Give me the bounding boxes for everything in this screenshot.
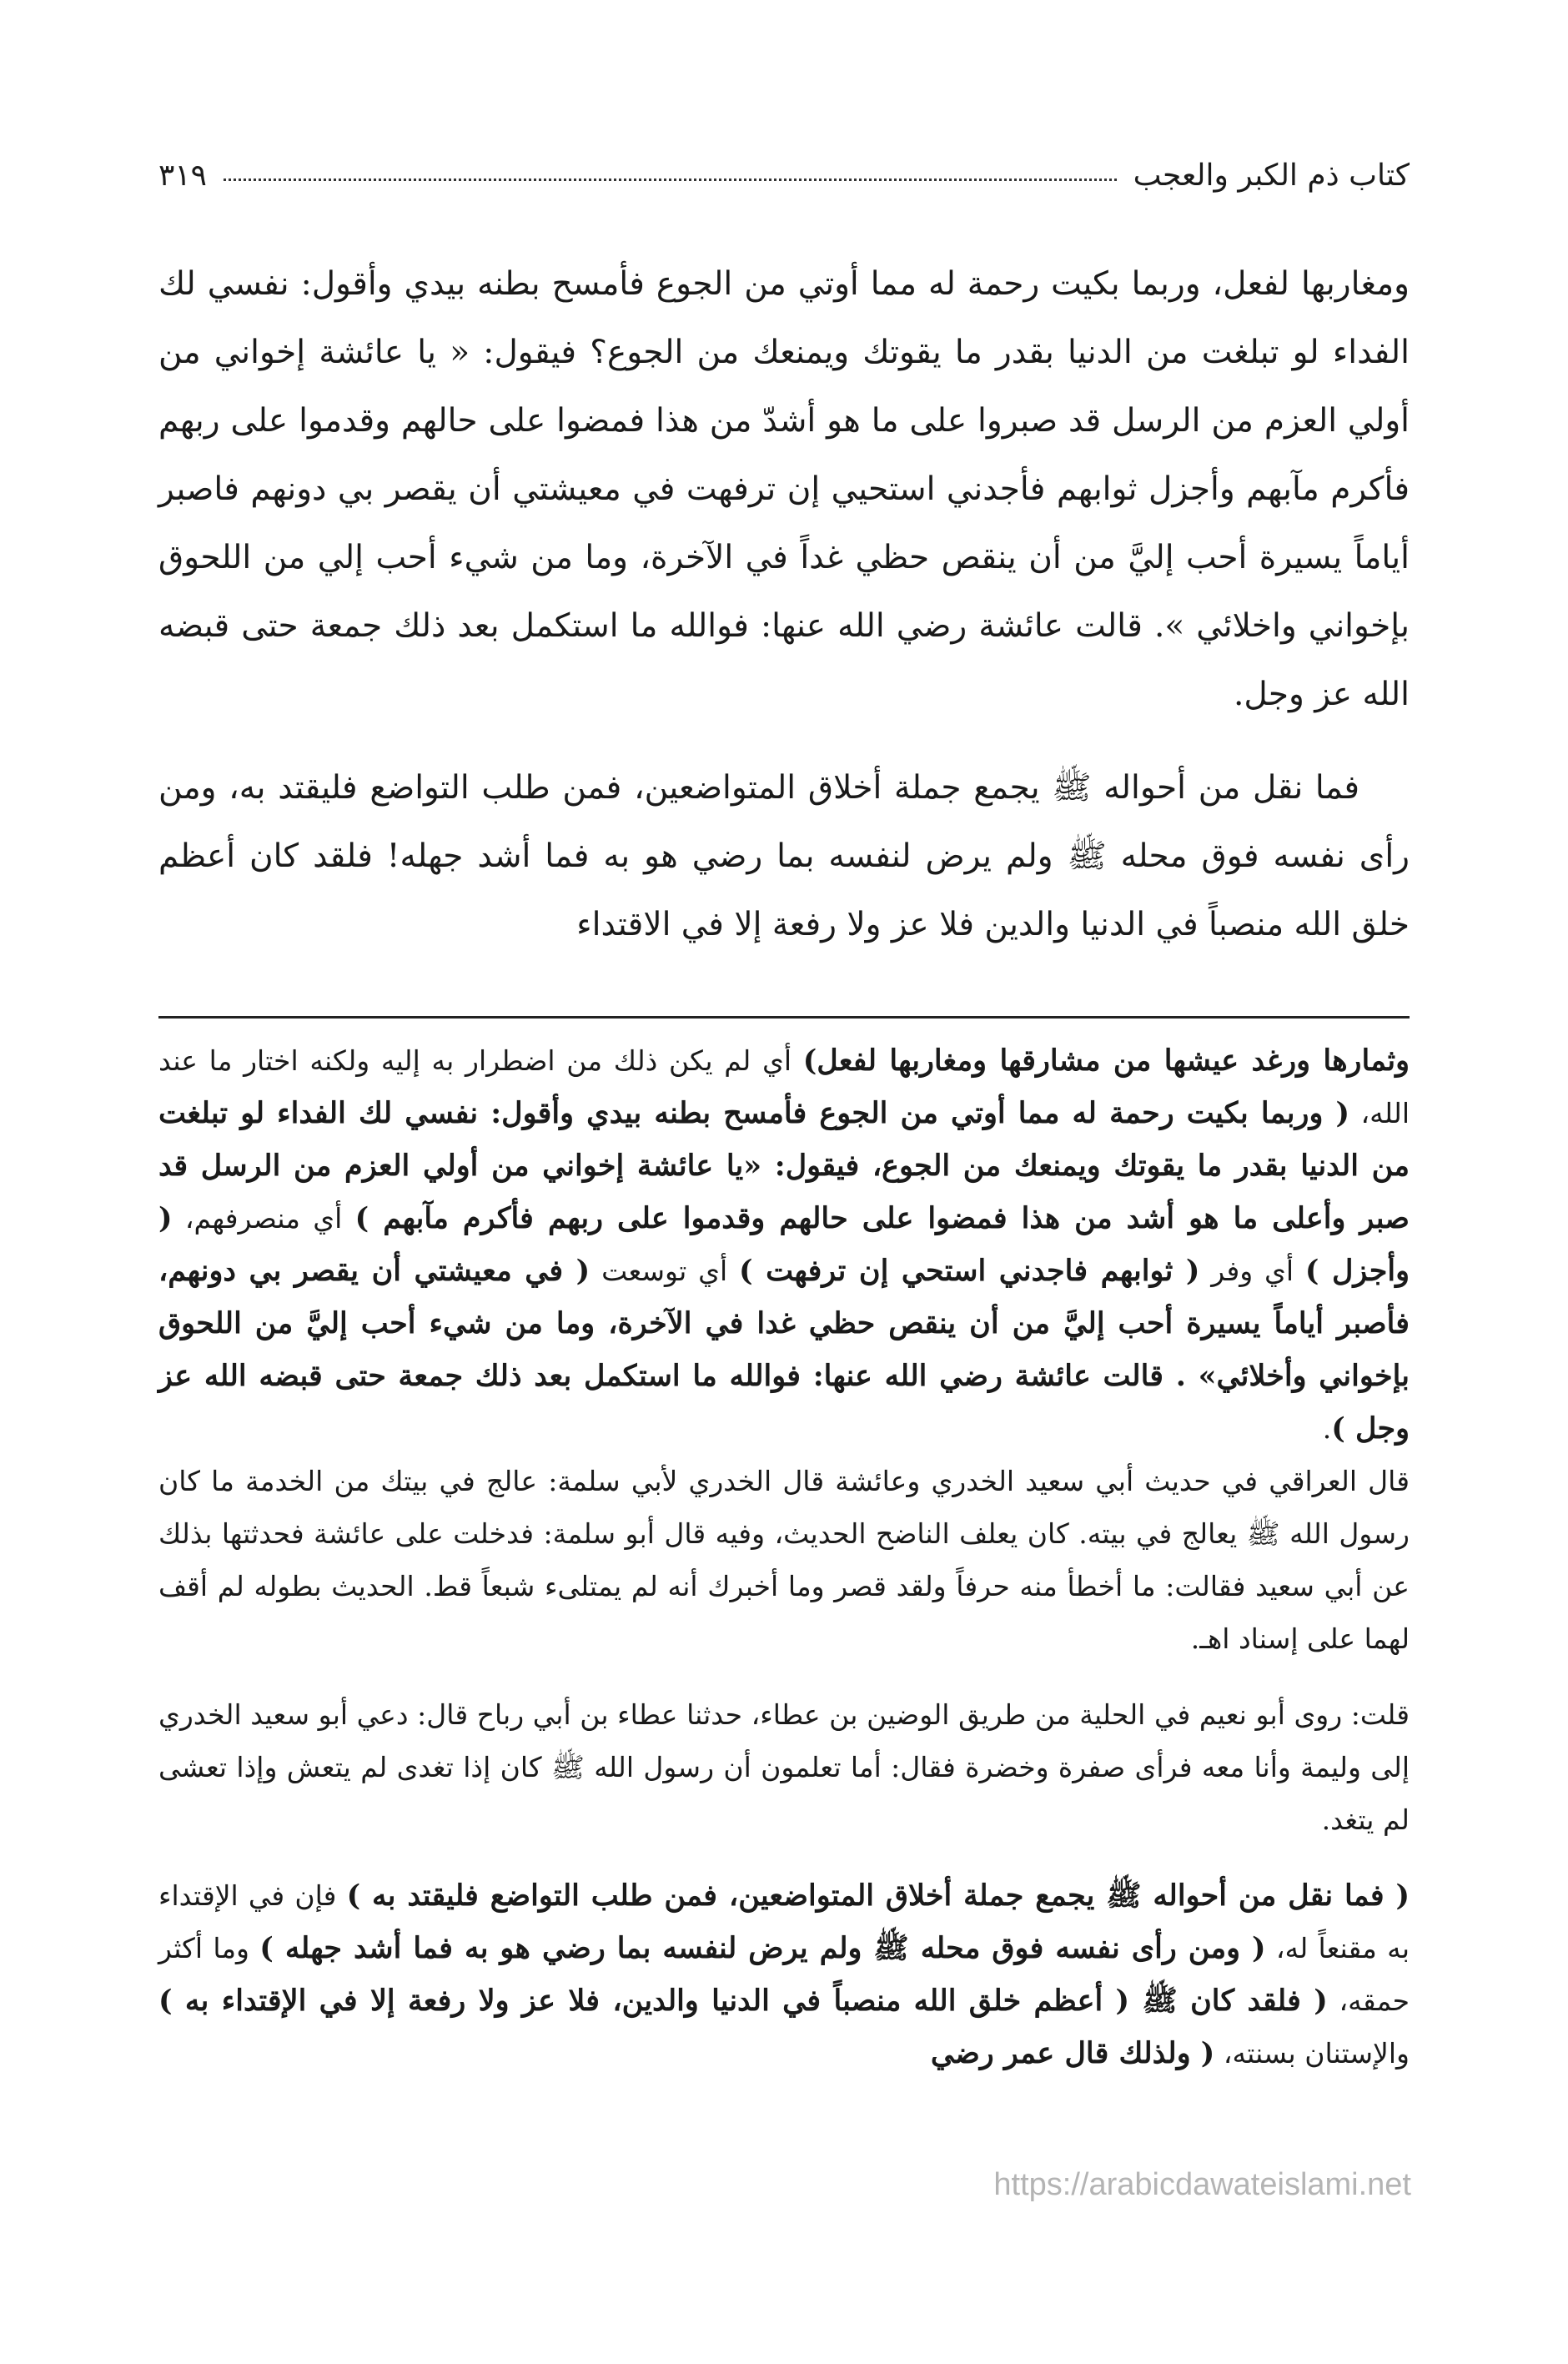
explanation-text: أي وفر <box>1199 1255 1305 1287</box>
book-chapter-title: كتاب ذم الكبر والعجب <box>1133 158 1410 193</box>
quoted-text: ( وأجزل ) <box>158 1201 1410 1288</box>
explanation-text: أي منصرفهم، <box>172 1202 355 1235</box>
quoted-text: ( فما نقل من أحواله ﷺ يجمع جملة أخلاق المتواضعين، فمن طلب التواضع فليقتد به ) <box>346 1879 1410 1913</box>
quoted-text: وثمارها ورغد عيشها من مشارقها ومغاربها لفعل) <box>802 1044 1410 1078</box>
explanation-text: أي لم يكن ذلك من اضطرار به إليه ولكنه اختار ما عند الله، <box>158 1044 1410 1129</box>
watermark-url: https://arabicdawateislami.net <box>993 2167 1411 2202</box>
header-dot-leader <box>224 179 1117 181</box>
explanation-text: أي توسعت <box>590 1255 739 1287</box>
quoted-text: ( ثوابهم فاجدني استحي إن ترفهت ) <box>738 1254 1200 1288</box>
main-text <box>158 250 1410 959</box>
explanation-text: والإستنان بسنته، <box>1214 2037 1410 2070</box>
commentary-paragraph-3: قلت: روى أبو نعيم في الحلية من طريق الوضين بن عطاء، حدثنا عطاء بن أبي رباح قال: دعي أبو سعيد الخدري إلى وليمة وأنا معه فرأى صفرة وخضرة فقال: أما تعلمون أن رسول الله ﷺ كان إذا تغدى لم يتعش وإذا تعشى لم يتغد. <box>158 1698 1410 1836</box>
explanation-text: . <box>1322 1412 1332 1445</box>
explanation-text: وما أكثر حمقه، <box>158 1932 1410 2017</box>
quoted-text: ( في معيشتي أن يقصر بي دونهم، فأصبر أياماً يسيرة أحب إليَّ من أن ينقص حظي غدا في الآخرة، وما من شيء أحب إليَّ من اللحوق بإخواني وأخلائي» . قالت عائشة رضي الله عنها: فوالله ما استكمل بعد ذلك جمعة حتى قبضه الله عز وجل ) <box>158 1254 1410 1446</box>
commentary-divider <box>158 1016 1410 1019</box>
quoted-text: ( وربما بكيت رحمة له مما أوتي من الجوع فأمسح بطنه بيدي وأقول: نفسي لك الفداء لو تبلغت من الدنيا بقدر ما يقوتك ويمنعك من الجوع، فيقول: «يا عائشة إخواني من أولي العزم من الرسل قد صبر وأعلى ما هو أشد من هذا فمضوا على حالهم وقدموا على ربهم فأكرم مآبهم ) <box>158 1096 1410 1235</box>
quoted-text: ( فلقد كان ﷺ ( أعظم خلق الله منصباً في الدنيا والدين، فلا عز ولا رفعة إلا في الإقتداء به ) <box>158 1984 1328 2018</box>
page-number: ٣١٩ <box>158 158 208 193</box>
commentary <box>158 1034 1410 2080</box>
commentary-paragraph-2: قال العراقي في حديث أبي سعيد الخدري وعائشة قال الخدري لأبي سلمة: عالج في بيتك من الخدمة ما كان رسول الله ﷺ يعالج في بيته. كان يعلف الناضح الحديث، وفيه قال أبو سلمة: فدخلت على عائشة فحدثتها بذلك عن أبي سعيد فقالت: ما أخطأ منه حرفاً ولقد قصر وما أخبرك أنه لم يمتلىء شبعاً قط. الحديث بطوله لم أقف لهما على إسناد اهـ. <box>158 1465 1410 1655</box>
main-paragraph-1: ومغاربها لفعل، وربما بكيت رحمة له مما أوتي من الجوع فأمسح بطنه بيدي وأقول: نفسي لك الفداء لو تبلغت من الدنيا بقدر ما يقوتك ويمنعك من الجوع؟ فيقول: « يا عائشة إخواني من أولي العزم من الرسل قد صبروا على ما هو أشدّ من هذا فمضوا على حالهم وقدموا على ربهم فأكرم مآبهم وأجزل ثوابهم فأجدني استحيي إن ترفهت في معيشتي أن يقصر بي دونهم فاصبر أياماً يسيرة أحب إليَّ من أن ينقص حظي غداً في الآخرة، وما من شيء أحب إلي من اللحوق بإخواني واخلائي ». قالت عائشة رضي الله عنها: فوالله ما استكمل بعد ذلك جمعة حتى قبضه الله عز وجل. <box>158 265 1410 713</box>
running-header <box>158 150 1410 200</box>
quoted-text: ( ولذلك قال عمر رضي <box>930 2036 1215 2070</box>
commentary-paragraph-1 <box>158 1034 1410 1455</box>
quoted-text: ( ومن رأى نفسه فوق محله ﷺ ولم يرض لنفسه بما رضي هو به فما أشد جهله ) <box>259 1931 1266 1965</box>
main-paragraph-2: فما نقل من أحواله ﷺ يجمع جملة أخلاق المتواضعين، فمن طلب التواضع فليقتد به، ومن رأى نفسه فوق محله ﷺ ولم يرض لنفسه بما رضي هو به فما أشد جهله! فلقد كان أعظم خلق الله منصباً في الدنيا والدين فلا عز ولا رفعة إلا في الاقتداء <box>158 769 1410 943</box>
commentary-paragraph-4 <box>158 1869 1410 2080</box>
explanation-text: فإن في الإقتداء به مقنعاً له، <box>158 1879 1410 1964</box>
